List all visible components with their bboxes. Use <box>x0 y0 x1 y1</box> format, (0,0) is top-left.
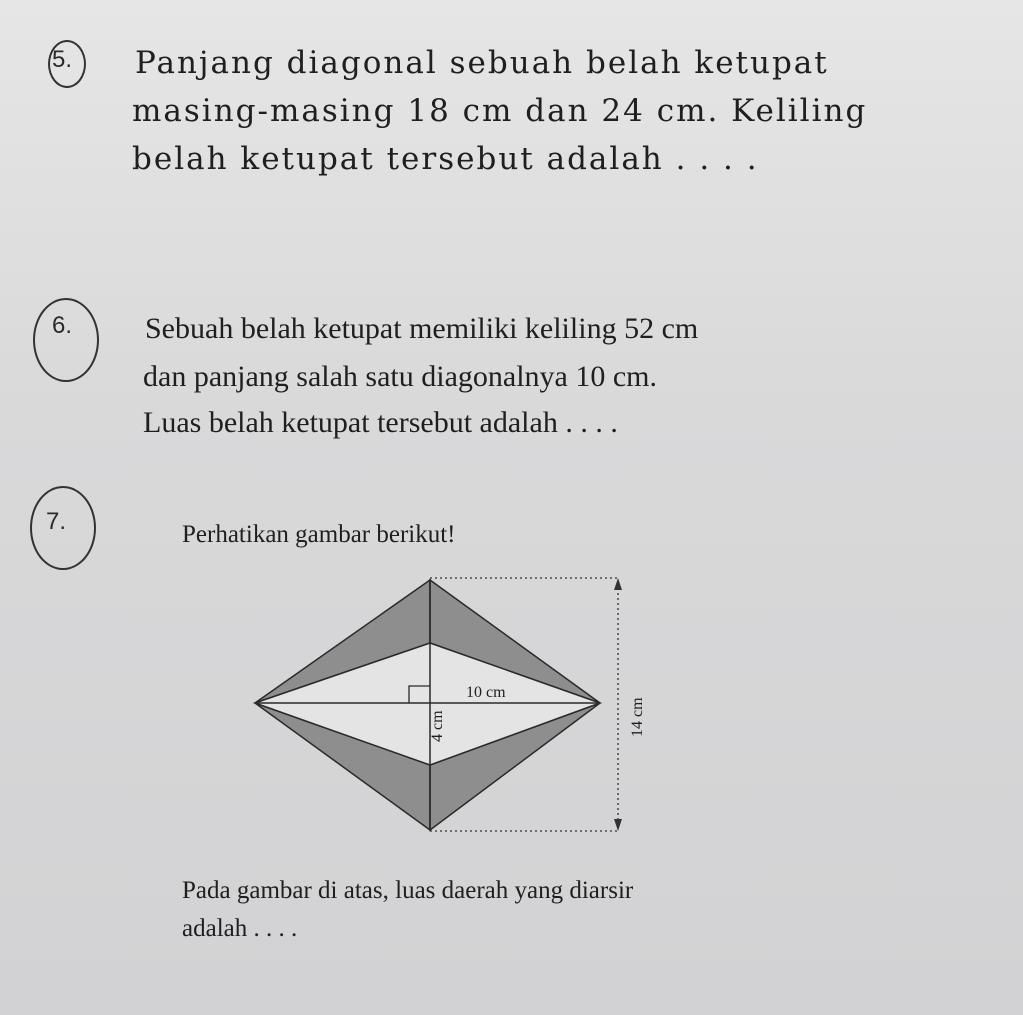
height-arrow-up <box>614 578 622 590</box>
question-6-line-3: Luas belah ketupat tersebut adalah . . . . <box>143 406 618 439</box>
question-7-closing-line-2: adalah . . . . <box>182 915 298 942</box>
label-inner-height: 4 cm <box>429 710 446 742</box>
question-6-number: 6. <box>52 312 73 339</box>
inner-rhombus <box>255 643 600 765</box>
question-5-line-1: Panjang diagonal sebuah belah ketupat <box>135 45 829 81</box>
question-6-line-2: dan panjang salah satu diagonalnya 10 cm. <box>143 360 658 393</box>
question-7-number: 7. <box>46 508 67 535</box>
question-5-number: 5. <box>52 46 73 73</box>
label-width: 10 cm <box>466 684 506 701</box>
question-5-line-2: masing-masing 18 cm dan 24 cm. Keliling <box>132 93 868 129</box>
question-6-line-1: Sebuah belah ketupat memiliki keliling 52 cm <box>145 312 699 345</box>
height-arrow-down <box>614 819 622 831</box>
question-5-line-3: belah ketupat tersebut adalah . . . . <box>132 141 759 177</box>
label-total-height: 14 cm <box>629 697 646 737</box>
question-7-intro: Perhatikan gambar berikut! <box>182 521 456 548</box>
question-7-closing-line-1: Pada gambar di atas, luas daerah yang diarsir <box>182 877 634 904</box>
